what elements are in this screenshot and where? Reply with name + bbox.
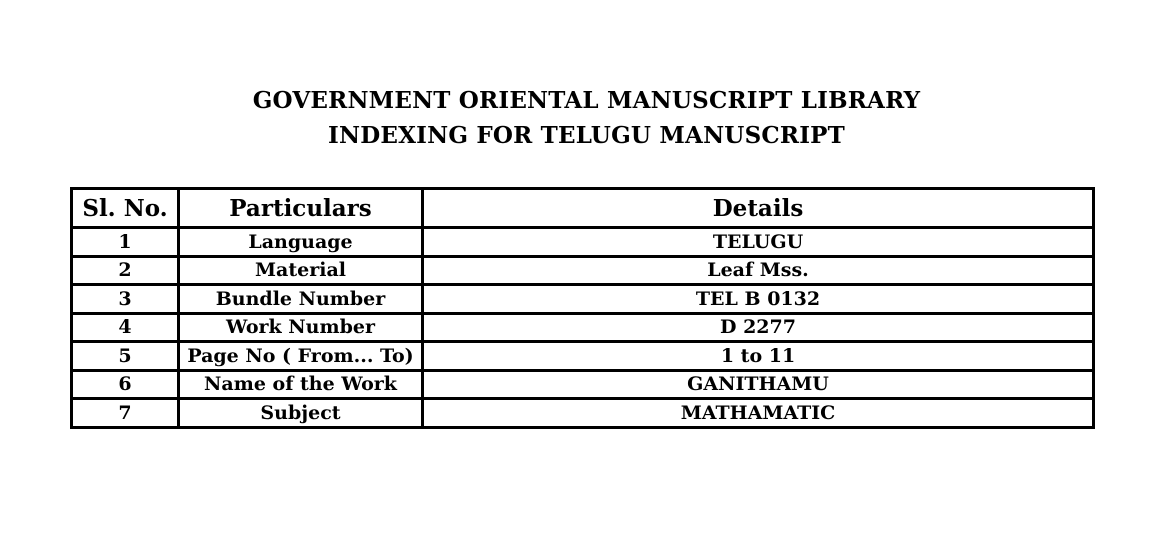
- particular-cell: Page No ( From... To): [179, 342, 423, 371]
- sl-no-cell: 5: [72, 342, 179, 371]
- table-header-row: [72, 189, 1094, 228]
- column-header-particulars: Particulars: [179, 189, 423, 228]
- sl-no-cell: 2: [72, 256, 179, 285]
- detail-cell: Leaf Mss.: [423, 256, 1094, 285]
- table-row: [72, 342, 1094, 371]
- library-title: GOVERNMENT ORIENTAL MANUSCRIPT LIBRARY: [252, 87, 921, 114]
- table-row: [72, 399, 1094, 428]
- detail-cell: TELUGU: [423, 228, 1094, 257]
- table-row: [72, 313, 1094, 342]
- index-subtitle: INDEXING FOR TELUGU MANUSCRIPT: [328, 122, 845, 149]
- table-row: [72, 256, 1094, 285]
- table-row: [72, 228, 1094, 257]
- manuscript-index-table: [70, 187, 1095, 429]
- sl-no-cell: 7: [72, 399, 179, 428]
- particular-cell: Material: [179, 256, 423, 285]
- detail-cell: D 2277: [423, 313, 1094, 342]
- sl-no-cell: 4: [72, 313, 179, 342]
- column-header-sl-no: Sl. No.: [72, 189, 179, 228]
- sl-no-cell: 6: [72, 370, 179, 399]
- detail-cell: GANITHAMU: [423, 370, 1094, 399]
- sl-no-cell: 1: [72, 228, 179, 257]
- sl-no-cell: 3: [72, 285, 179, 314]
- table-row: [72, 370, 1094, 399]
- detail-cell: TEL B 0132: [423, 285, 1094, 314]
- particular-cell: Subject: [179, 399, 423, 428]
- particular-cell: Work Number: [179, 313, 423, 342]
- table-row: [72, 285, 1094, 314]
- particular-cell: Name of the Work: [179, 370, 423, 399]
- column-header-details: Details: [423, 189, 1094, 228]
- particular-cell: Language: [179, 228, 423, 257]
- detail-cell: 1 to 11: [423, 342, 1094, 371]
- detail-cell: MATHAMATIC: [423, 399, 1094, 428]
- particular-cell: Bundle Number: [179, 285, 423, 314]
